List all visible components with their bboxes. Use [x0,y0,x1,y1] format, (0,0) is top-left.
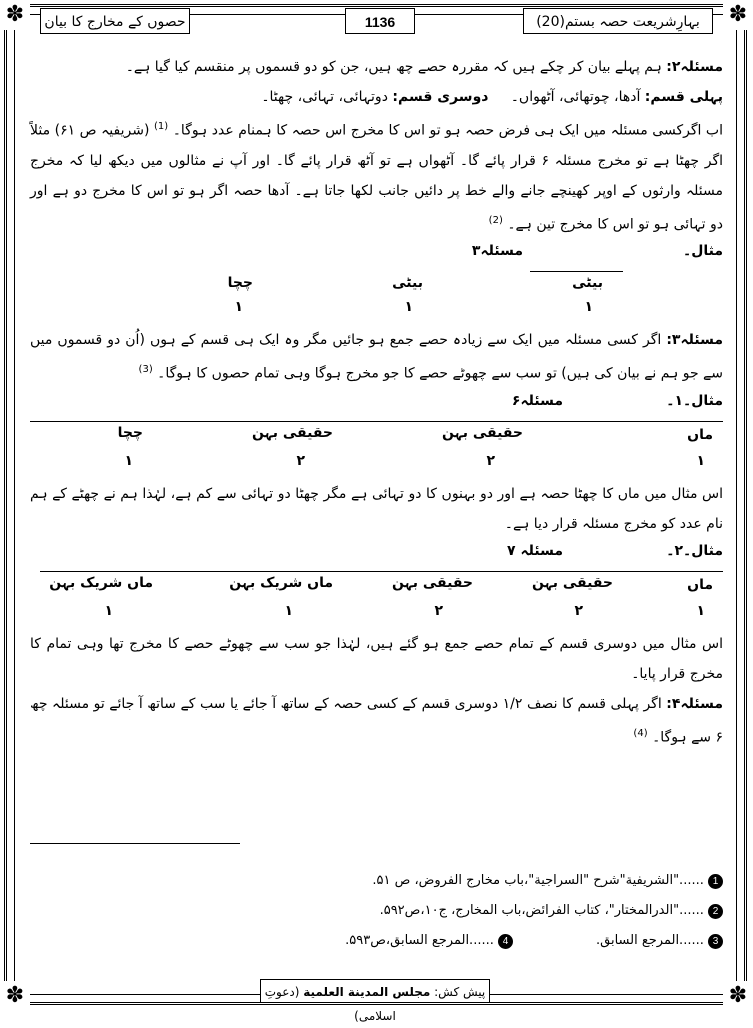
heir-share: ۲ [486,452,495,469]
corner-ornament-icon: ✽ [0,981,30,1011]
footnote-ref: (4) [633,727,648,739]
heir-share: ۱ [584,299,593,316]
footnote-text: ......المرجع السابق،ص۵۹۳. [345,933,494,948]
second-kind-label: دوسری قسم: [392,89,489,105]
footnote-separator [30,843,240,844]
example-3-note: اس مثال میں دوسری قسم کے تمام حصے جمع ہو گئے ہیں، لہٰذا جو سب سے چھوٹے حصے کا مخرج تھا وہی تمام کا مخرج قرار پایا۔ [30,635,723,682]
heir-name: ماں شریک بہن [49,574,153,591]
example-2-table [30,419,723,479]
heir-name: حقیقی بہن [531,574,613,591]
example-label: مثال۔۱۔ [666,392,723,409]
masala-label: مسئلہ۲: [666,59,723,75]
masala-text: ہم پہلے بیان کر چکے ہیں کہ مقررہ حصے چھ ہیں، جن کو دو قسموں پر منقسم کیا گیا ہے۔ [125,59,662,75]
page-footer [260,979,490,1023]
footnote-ref: (3) [138,364,153,376]
book-title: بہارِشریعت حصہ بستم(20) [523,8,713,34]
footnote-number: 4 [498,934,513,949]
footnote-1 [372,870,723,892]
heir-share: ۲ [296,452,305,469]
footnote-ref: (1) [153,121,169,132]
footnote-2 [380,900,723,922]
masala-number: مسئلہ۶ [511,392,563,409]
footnote-text: ......"الشریفیة"شرح "السراجیة"،باب مخارج الفروض، ص ۵۱. [372,873,704,888]
corner-ornament-icon: ✽ [0,0,30,30]
page-number: 1136 [345,8,415,34]
masala-text: اگر کسی مسئلہ میں ایک سے زیادہ حصے جمع ہو جائیں مگر وہ ایک ہی قسم کے ہوں (اُن دو قسموں میں سے جو ہم نے بیان کی ہیں) تو سب سے چھوٹے حصے کا جو مخرج ہوگا وہی تمام حصوں کا ہوگا۔ [30,332,723,382]
example-3-heading [30,539,723,569]
paragraph [30,112,723,239]
masala-label: مسئلہ۴: [666,695,723,712]
footer-prefix: پیش کش: [434,985,486,999]
heir-share: ۱ [124,452,133,469]
example-label: مثال۔ [683,243,723,260]
paragraph-text: (شریفیہ ص ۶۱) مثلاً اگر چھٹا ہے تو مخرج مسئلہ ۶ قرار پائے گا۔ آٹھواں ہے تو آٹھ قرار پائے گا۔ اور آپ نے مثالوں میں دیکھ لیا کہ مخرج مسئلہ وارثوں کے اوپر کھینچے جانے والے خط پر دائیں جانب لکھا جاتا ہے۔ آدھا حصہ اگر ہو تو اس کا مخرج دو ہے اور دو تہائی ہو تو اس کا مخرج تین ہے۔ [30,122,723,233]
share-kinds [30,82,723,112]
footnote-4 [345,930,513,952]
example-2-note: اس مثال میں ماں کا چھٹا حصہ ہے اور دو بہنوں کا دو تہائی ہے مگر چھٹا دو تہائی سے کم ہے، لہٰذا ہم نے چھٹے کے ہم نام عدد کو مخرج مسئلہ قرار دیا ہے۔ [30,485,723,532]
masala-2 [30,52,723,82]
heir-share: ۲ [434,602,443,619]
heir-share: ۱ [234,299,243,316]
example-1-table [30,269,723,325]
example-label: مثال۔۲۔ [666,542,723,559]
heir-share: ۲ [574,602,583,619]
example-1-heading [30,239,723,269]
masala-number: مسئلہ۳ [471,243,523,260]
heir-share: ۱ [404,299,413,316]
heir-share: ۱ [696,452,705,469]
masala-4 [30,689,723,753]
footnote-text: ......المرجع السابق. [595,933,704,948]
heir-name: چچا [117,424,143,441]
masala-3 [30,325,723,389]
masala-number: مسئلہ ۷ [507,542,563,559]
heir-name: حقیقی بہن [391,574,473,591]
heir-name: حقیقی بہن [441,424,523,441]
footnote-number: 2 [708,904,723,919]
footnote-number: 3 [708,934,723,949]
heir-name: بیٹی [572,275,603,292]
chapter-title: حصوں کے مخارج کا بیان [40,8,190,34]
footnote-text: ......"الدرالمختار"، کتاب الفرائض،باب المخارج، ج۱۰،ص۵۹۲. [379,903,704,918]
publisher-name: مجلس المدینة العلمیة [303,985,431,999]
heir-share: ۱ [104,602,113,619]
masala-text: اگر پہلی قسم کا نصف ۱/۲ دوسری قسم کے کسی حصہ کے ساتھ آ جائے یا سب کے ساتھ آ جائے تو مسئلہ چھ ۶ سے ہوگا۔ [30,695,723,746]
heir-name: چچا [227,275,253,292]
example-3-table [30,569,723,629]
page-header [40,8,713,36]
paragraph-text: اب اگرکسی مسئلہ میں ایک ہی فرض حصہ ہو تو اس کا مخرج اس حصہ کا ہمنام عدد ہوگا۔ [172,122,723,139]
heir-name: ماں شریک بہن [229,574,333,591]
masala-label: مسئلہ۳: [666,332,724,349]
heir-name: حقیقی بہن [251,424,333,441]
heir-share: ۱ [284,602,293,619]
footnote-3 [596,930,723,952]
example-2-heading [30,389,723,419]
footer-suffix: (دعوتِ اسلامی) [264,985,396,1023]
first-kind: آدھا، چوتھائی، آٹھواں۔ [510,89,641,105]
heir-name: بیٹی [392,275,423,292]
first-kind-label: پہلی قسم: [644,89,723,105]
heir-share: ۱ [696,602,705,619]
footnote-ref: (2) [488,214,503,226]
heir-name: ماں [687,576,713,593]
second-kind: دوتہائی، تہائی، چھٹا۔ [261,89,388,105]
corner-ornament-icon: ✽ [723,981,753,1011]
page-body [30,52,723,753]
heir-name: ماں [687,426,713,443]
footnote-number: 1 [708,874,723,889]
corner-ornament-icon: ✽ [723,0,753,30]
